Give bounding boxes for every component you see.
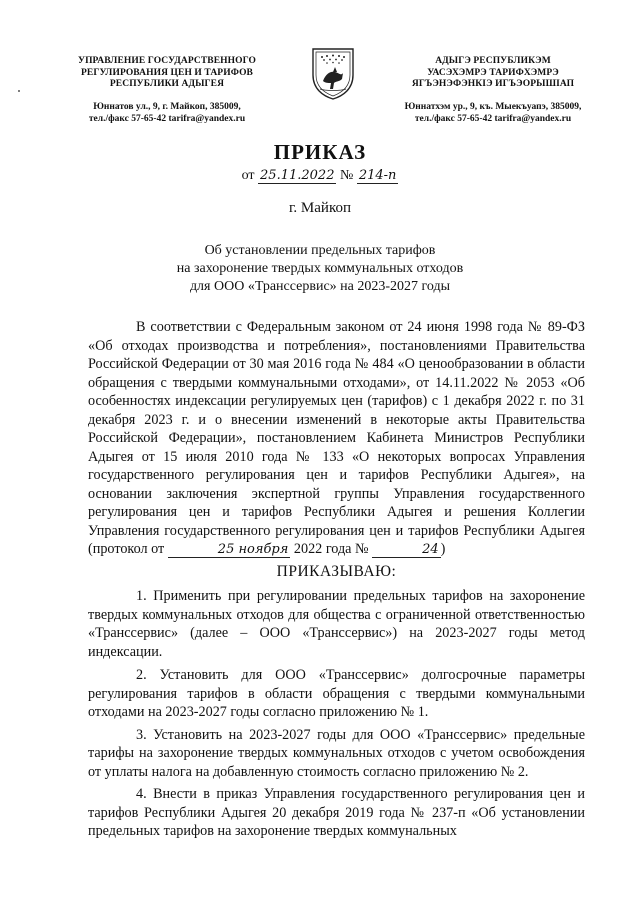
order-item: 3. Установить на 2023-2027 годы для ООО «Транссервис» предельные тарифы на захоронение твердых коммунальных отходов с учетом освобождения от уплаты налога на добавленную стоимость согласно приложению № 2. [88, 726, 585, 780]
subject-line: Об установлении предельных тарифов [204, 243, 436, 258]
protocol-year: 2022 года № [293, 541, 369, 557]
address-line: Юннатов ул., 9, г. Майкоп, 385009, [93, 102, 241, 112]
order-heading: ПРИКАЗЫВАЮ: [276, 562, 397, 580]
handwritten-number: 214-п [358, 168, 397, 183]
preamble-paragraph [88, 318, 585, 559]
org-address-adyghe [388, 101, 598, 125]
scan-mark [18, 90, 20, 92]
document-date-number [0, 168, 640, 184]
document-body [88, 318, 585, 845]
city-name: г. Майкоп [288, 200, 352, 216]
org-name-adyghe [388, 56, 598, 91]
order-item: 2. Установить для ООО «Транссервис» долгосрочные параметры регулирования тарифов в области обращения с твердыми коммунальными отходами на 2023-2027 годы согласно приложению № 1. [88, 667, 585, 720]
date-prefix: от [241, 168, 255, 183]
contact-line: тел./факс 57-65-42 tarifra@yandex.ru [88, 114, 246, 124]
order-item: 4. Внести в приказ Управления государственного регулирования цен и тарифов Республики Адыгея 20 декабря 2019 года № 237-п «Об установлении предельных тарифов на захоронение твердых коммунальных [88, 786, 585, 839]
handwritten-protocol-number: 24 [372, 543, 441, 558]
address-line: Юннатхэм ур., 9, къ. Мыекъуапэ, 385009, [404, 102, 582, 112]
number-sign: № [339, 168, 354, 183]
org-line: РЕГУЛИРОВАНИЯ ЦЕН И ТАРИФОВ [81, 67, 253, 78]
handwritten-date: 25.11.2022 [260, 168, 335, 183]
handwritten-protocol-date: 25 ноября [168, 543, 291, 558]
org-line: РЕСПУБЛИКИ АДЫГЕЯ [109, 79, 225, 89]
preamble-text: В соответствии с Федеральным законом от 24 июня 1998 года № 89-ФЗ «Об отходах производства и потребления», постановлениями Правительства Российской Федерации от 30 мая 2016 года № 484 «О ценообразовании в области обращения с твердыми коммунальными отходами», от 14.11.2022 № 2053 «Об особенностях индексации регулируемых цен (тарифов) с 1 декабря 2022 г. по 31 декабря 2023 г. и о внесении изменений в некоторые акты Правительства Российской Федерации», постановлением Кабинета Министров Республики Адыгея от 15 июля 2010 года № 133 «О некоторых вопросах Управления государственного регулирования цен и тарифов Республики Адыгея», на основании заключения экспертной группы Управления государственного регулирования цен и тарифов Республики Адыгея и решения Коллегии Управления государственного регулирования цен и тарифов Республики Адыгея (протокол от [88, 319, 585, 557]
document-title: ПРИКАЗ [273, 140, 367, 164]
subject-line: для ООО «Транссервис» на 2023-2027 годы [189, 279, 451, 294]
order-item: 1. Применить при регулировании предельных тарифов на захоронение твердых коммунальных отходов для общества с ограниченной ответственностью «Транссервис» (далее – ООО «Транссервис») на 2023-2027 годы метод индексации. [88, 588, 585, 660]
coat-of-arms-icon [309, 45, 357, 101]
org-line: УПРАВЛЕНИЕ ГОСУДАРСТВЕННОГО [78, 56, 256, 66]
org-address-russian [62, 101, 272, 125]
org-line: АДЫГЭ РЕСПУБЛИКЭМ [435, 56, 551, 66]
protocol-close: ) [440, 541, 446, 557]
org-name-russian [62, 56, 272, 91]
document-subject [0, 242, 640, 296]
org-line: ЯГЪЭНЭФЭНКІЭ ИГЪЭОРЫШІАП [411, 79, 575, 89]
subject-line: на захоронение твердых коммунальных отходов [176, 261, 464, 276]
contact-line: тел./факс 57-65-42 tarifra@yandex.ru [414, 114, 572, 124]
org-line: УАСЭХЭМРЭ ТАРИФХЭМРЭ [427, 67, 559, 78]
